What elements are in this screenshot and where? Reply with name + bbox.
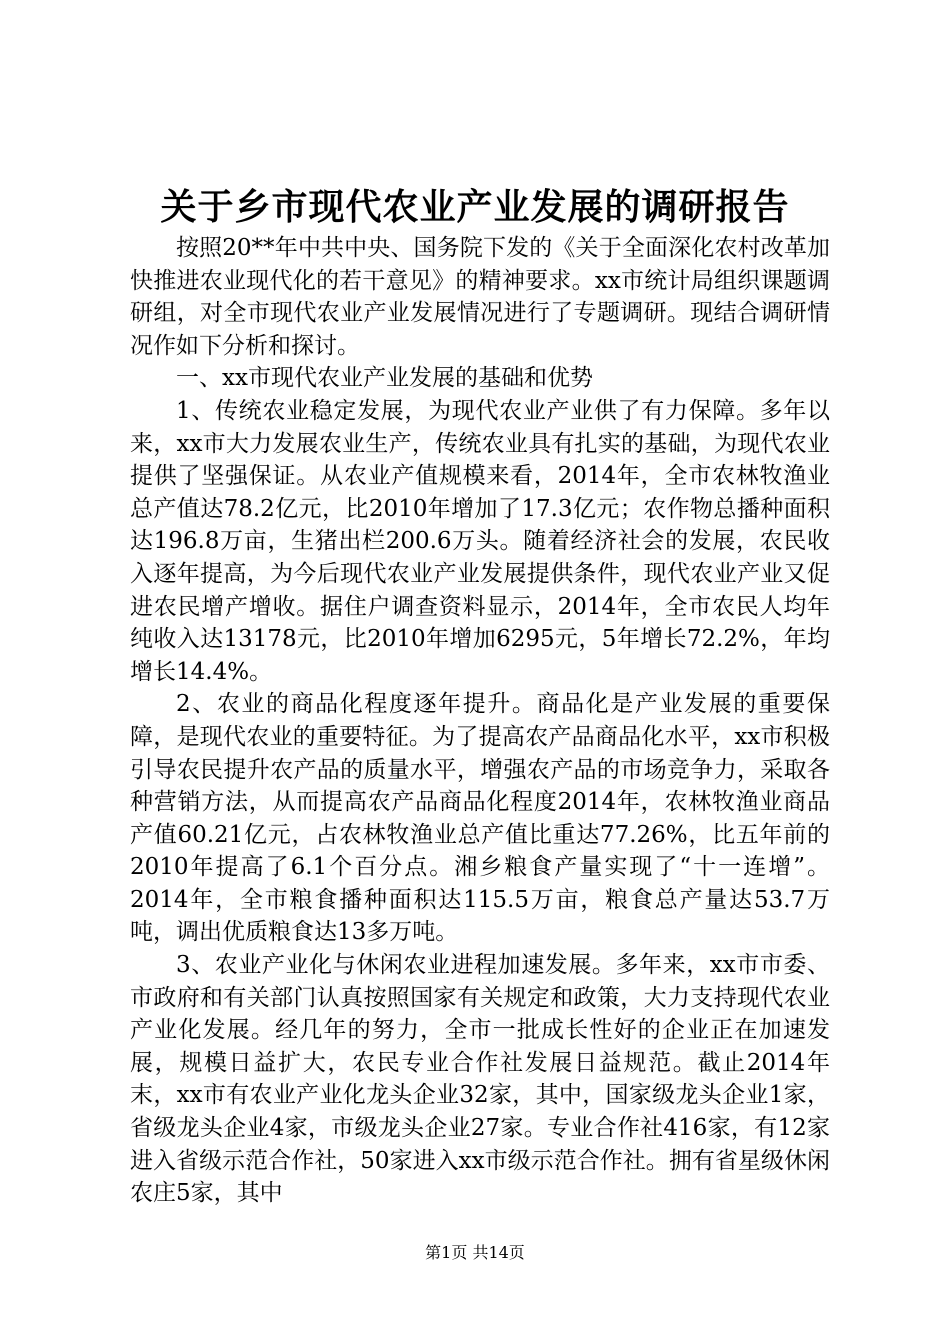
paragraph-item-2: 2、农业的商品化程度逐年提升。商品化是产业发展的重要保障，是现代农业的重要特征。为了提高农产品商品化水平，xx市积极引导农民提升农产品的质量水平，增强农产品的市场竞争力，采取各种营销方法，从而提高农产品商品化程度2014年，农林牧渔业商品产值60.21亿元，占农林牧渔业总产值比重达77.26%，比五年前的2010年提高了6.1个百分点。湘乡粮食产量实现了“十一连增”。2014年，全市粮食播种面积达115.5万亩，粮食总产量达53.7万吨，调出优质粮食达13多万吨。 (130, 691, 830, 946)
document-body (130, 232, 830, 1210)
page-number-footer: 第1页 共14页 (425, 1243, 525, 1262)
paragraph-item-3: 3、农业产业化与休闲农业进程加速发展。多年来，xx市市委、市政府和有关部门认真按照国家有关规定和政策，大力支持现代农业产业化发展。经几年的努力，全市一批成长性好的企业正在加速发展，规模日益扩大，农民专业合作社发展日益规范。截止2014年末，xx市有农业产业化龙头企业32家，其中，国家级龙头企业1家，省级龙头企业4家，市级龙头企业27家。专业合作社416家，有12家进入省级示范合作社，50家进入xx市级示范合作社。拥有省星级休闲农庄5家，其中 (130, 952, 830, 1207)
document-title: 关于乡市现代农业产业发展的调研报告 (160, 186, 790, 228)
intro-paragraph: 按照20**年中共中央、国务院下发的《关于全面深化农村改革加快推进农业现代化的若干意见》的精神要求。xx市统计局组织课题调研组，对全市现代农业产业发展情况进行了专题调研。现结合调研情况作如下分析和探讨。 (130, 235, 830, 359)
paragraph-item-1: 1、传统农业稳定发展，为现代农业产业供了有力保障。多年以来，xx市大力发展农业生产，传统农业具有扎实的基础，为现代农业提供了坚强保证。从农业产值规模来看，2014年，全市农林牧渔业总产值达78.2亿元，比2010年增加了17.3亿元；农作物总播种面积达196.8万亩，生猪出栏200.6万头。随着经济社会的发展，农民收入逐年提高，为今后现代农业产业发展提供条件，现代农业产业又促进农民增产增收。据住户调查资料显示，2014年，全市农民人均年纯收入达13178元，比2010年增加6295元，5年增长72.2%，年均增长14.4%。 (130, 397, 830, 685)
section-heading: 一、xx市现代农业产业发展的基础和优势 (176, 365, 593, 392)
